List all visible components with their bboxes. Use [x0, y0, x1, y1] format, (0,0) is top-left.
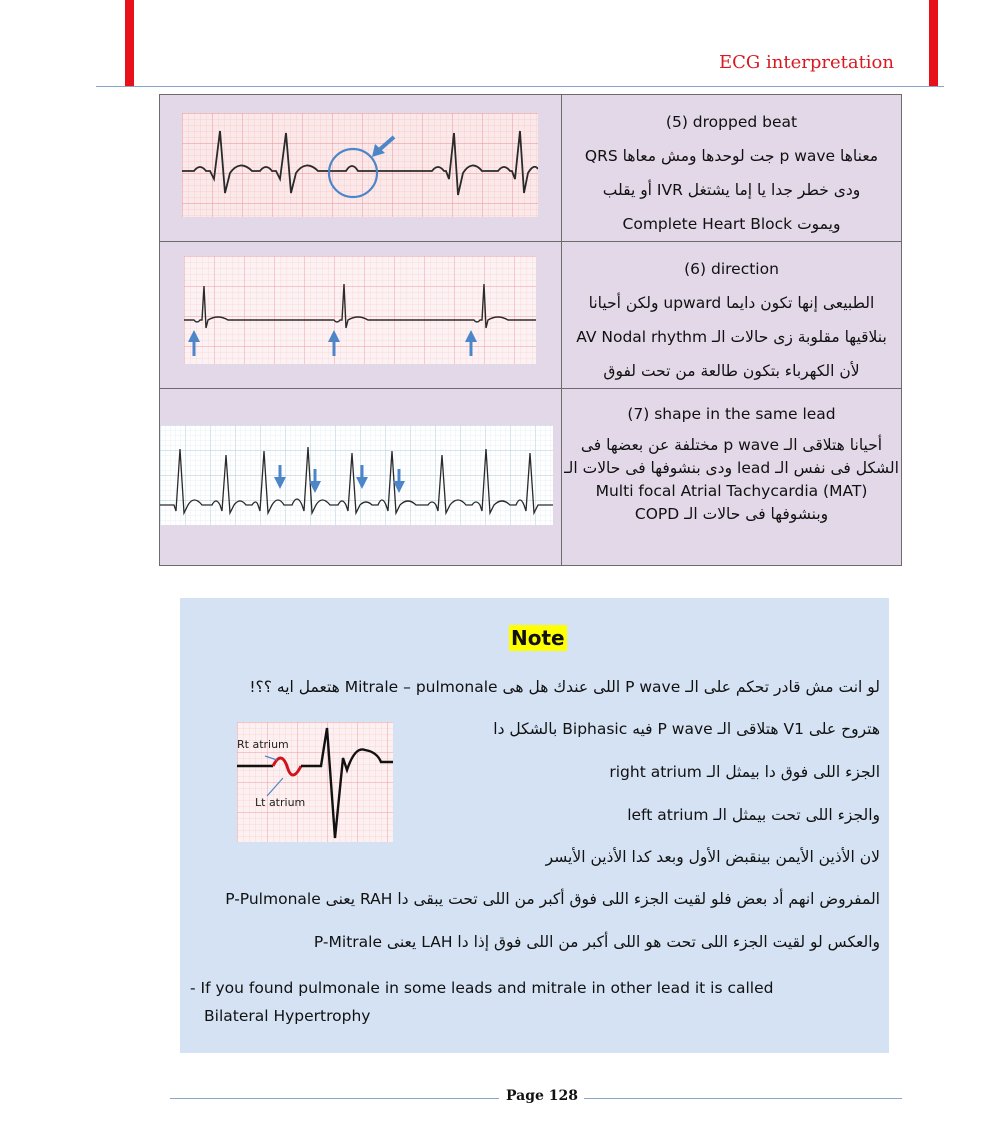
dropped-beat-ecg-strip	[182, 113, 538, 217]
row-heading: (5) dropped beat	[665, 113, 798, 131]
mat-ecg-strip	[160, 425, 553, 525]
row-line: ويموت Complete Heart Block	[622, 215, 841, 233]
text-cell-direction	[562, 242, 902, 389]
note-english-line: Bilateral Hypertrophy	[204, 1007, 371, 1025]
text-cell-dropped-beat	[562, 95, 902, 242]
footer-rule-left	[170, 1098, 499, 1099]
row-line: معناها p wave جت لوحدها ومش معاها QRS	[584, 147, 879, 165]
row-line: الطبيعى إنها تكون دايما upward ولكن أحيانا	[588, 294, 875, 312]
table-row	[160, 95, 902, 242]
ecg-figure-cell-shape	[160, 389, 562, 566]
header-red-bar-left	[125, 0, 134, 86]
row-line: الشكل فى نفس الـ lead ودى بنشوفها فى حالات الـ	[564, 459, 899, 477]
header-title: ECG interpretation	[718, 52, 894, 73]
ecg-figure-cell-direction	[160, 242, 562, 389]
note-english-line: - If you found pulmonale in some leads and mitrale in other lead it is called	[190, 979, 774, 997]
table-row	[160, 242, 902, 389]
note-line: لان الأذين الأيمن بينقبض الأول وبعد كدا الأذين الأيسر	[545, 848, 880, 866]
page-number: Page 128	[506, 1088, 579, 1104]
row-line: ودى خطر جدا يا إما يشتغل IVR أو يقلب	[602, 181, 861, 199]
header-rule	[96, 86, 944, 87]
note-line: الجزء اللى فوق دا بيمثل الـ right atrium	[609, 763, 880, 781]
row-line: لأن الكهرباء بتكون طالعة من تحت لفوق	[603, 362, 860, 380]
header-red-bar-right	[929, 0, 938, 86]
row-heading: (7) shape in the same lead	[627, 405, 836, 423]
note-line: والعكس لو لقيت الجزء اللى تحت هو اللى أكبر من اللى فوق إذا دا LAH يعنى P-Mitrale	[313, 933, 880, 951]
footer-rule-right	[584, 1098, 902, 1099]
row-line: Multi focal Atrial Tachycardia (MAT)	[595, 482, 868, 500]
v1-biphasic-p-wave-figure	[237, 722, 393, 842]
text-cell-shape	[562, 389, 902, 566]
note-title: Note	[511, 626, 565, 650]
note-line: المفروض انهم أد بعض فلو لقيت الجزء اللى فوق أكبر من اللى تحت يبقى دا RAH يعنى P-Pulmonale	[225, 890, 880, 908]
note-question: لو انت مش قادر تحكم على الـ P wave اللى عندك هل هى Mitrale – pulmonale هتعمل ايه ؟؟!	[249, 678, 880, 696]
lt-atrium-label: Lt atrium	[255, 796, 306, 809]
direction-ecg-strip	[184, 256, 536, 364]
table-row	[160, 389, 902, 566]
rt-atrium-label: Rt atrium	[237, 738, 289, 751]
row-line: أحيانا هتلاقى الـ p wave مختلفة عن بعضها فى	[580, 436, 883, 454]
note-line: هتروح على V1 هتلاقى الـ P wave فيه Biphasic بالشكل دا	[493, 720, 880, 738]
row-heading: (6) direction	[684, 260, 779, 278]
row-line: وبنشوفها فى حالات الـ COPD	[634, 505, 829, 523]
ecg-figure-cell-dropped-beat	[160, 95, 562, 242]
note-line: والجزء اللى تحت بيمثل الـ left atrium	[627, 806, 880, 824]
ecg-criteria-table	[159, 94, 902, 566]
row-line: بنلاقيها مقلوبة زى حالات الـ AV Nodal rhythm	[576, 328, 887, 346]
